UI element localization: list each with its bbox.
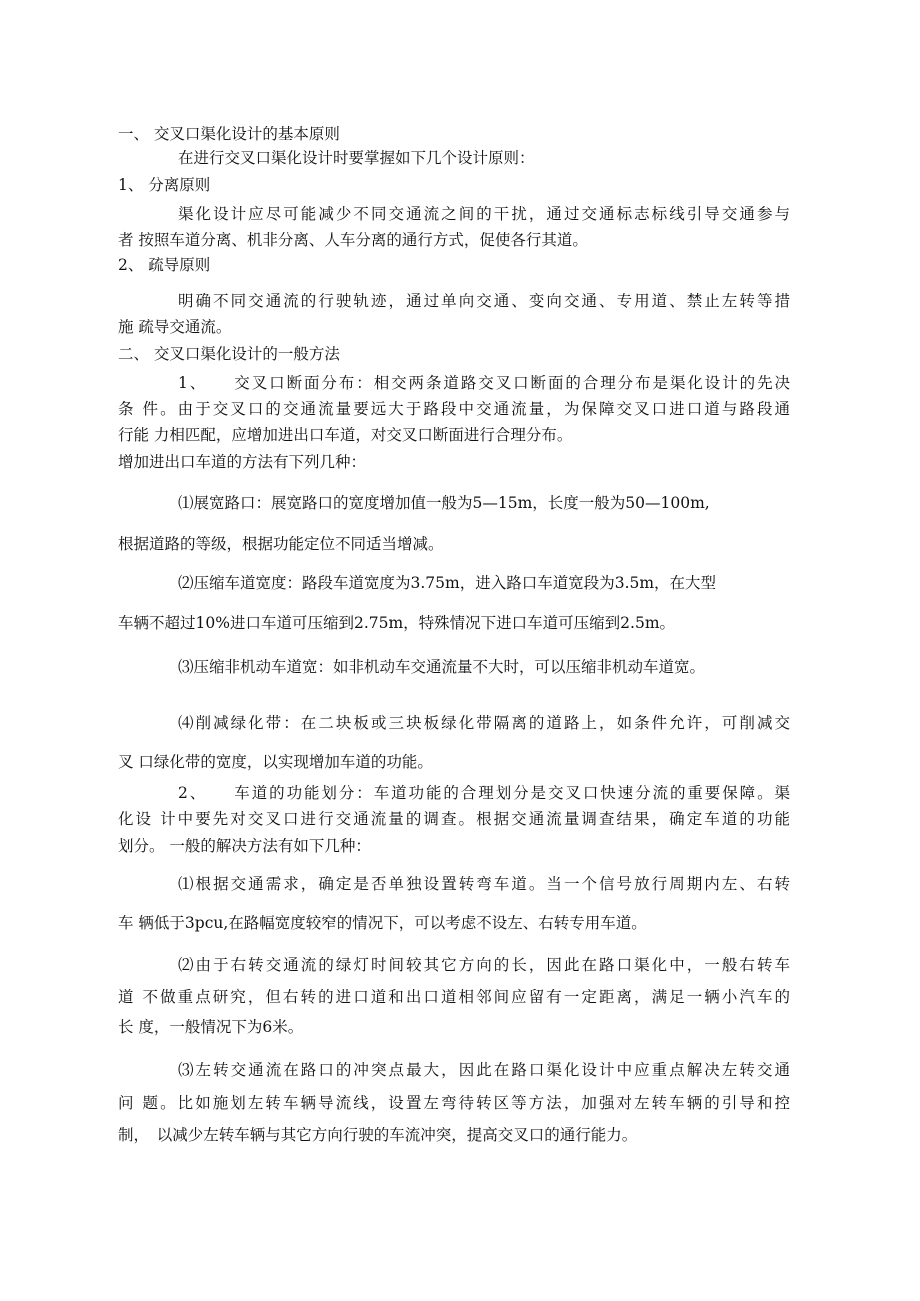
principle-2-line-2: 施 疏导交通流。 xyxy=(118,318,232,336)
method-1-line-1: 1、 交叉口断面分布：相交两条道路交叉口断面的合理分布是渠化设计的先决 xyxy=(178,374,790,392)
item-b2-line-1: ⑵由于右转交通流的绿灯时间较其它方向的长，因此在路口渠化中，一般右转车 xyxy=(178,956,790,974)
principle-1-line-1: 渠化设计应尽可能减少不同交通流之间的干扰，通过交通标志标线引导交通参与 xyxy=(178,205,790,223)
item-a4-line-1: ⑷削减绿化带：在二块板或三块板绿化带隔离的道路上，如条件允许，可削减交 xyxy=(178,714,790,732)
principle-2-title: 2、 疏导原则 xyxy=(118,256,211,274)
item-a2-line-1: ⑵压缩车道宽度：路段车道宽度为3.75m，进入路口车道宽段为3.5m，在大型 xyxy=(178,574,717,592)
item-b2-line-3: 长 度，一般情况下为6米。 xyxy=(118,1018,304,1036)
method-1-line-4: 增加进出口车道的方法有下列几种： xyxy=(118,453,367,471)
item-a3-line-1: ⑶压缩非机动车道宽：如非机动车交通流量不大时，可以压缩非机动车道宽。 xyxy=(178,658,706,676)
principle-2-line-1: 明确不同交通流的行驶轨迹，通过单向交通、变向交通、专用道、禁止左转等措 xyxy=(178,292,790,310)
principle-1-line-2: 者 按照车道分离、机非分离、人车分离的通行方式，促使各行其道。 xyxy=(118,231,588,249)
item-b2-line-2: 道 不做重点研究，但右转的进口道和出口道相邻间应留有一定距离，满足一辆小汽车的 xyxy=(118,988,790,1006)
section-heading-2: 二、 交叉口渠化设计的一般方法 xyxy=(118,345,340,363)
item-b1-line-1: ⑴根据交通需求，确定是否单独设置转弯车道。当一个信号放行周期内左、右转 xyxy=(178,875,790,893)
intro-line: 在进行交叉口渠化设计时要掌握如下几个设计原则： xyxy=(178,149,535,167)
method-2-line-1: 2、 车道的功能划分：车道功能的合理划分是交叉口快速分流的重要保障。渠 xyxy=(178,784,790,802)
item-b3-line-2: 问 题。比如施划左转车辆导流线，设置左弯待转区等方法，加强对左转车辆的引导和控 xyxy=(118,1094,790,1112)
method-1-line-2: 条 件。由于交叉口的交通流量要远大于路段中交通流量，为保障交叉口进口道与路段通 xyxy=(118,400,790,418)
item-a4-line-2: 叉 口绿化带的宽度，以实现增加车道的功能。 xyxy=(118,753,433,771)
item-b3-line-1: ⑶左转交通流在路口的冲突点最大，因此在路口渠化设计中应重点解决左转交通 xyxy=(178,1061,790,1079)
method-1-line-3: 行能 力相匹配，应增加进出口车道，对交叉口断面进行合理分布。 xyxy=(118,426,573,444)
item-a1-line-2: 根据道路的等级，根据功能定位不同适当增减。 xyxy=(118,535,444,553)
method-2-line-2: 化设 计中要先对交叉口进行交通流量的调查。根据交通流量调查结果，确定车道的功能 xyxy=(118,810,790,828)
section-heading-1: 一、 交叉口渠化设计的基本原则 xyxy=(118,125,340,143)
item-a1-line-1: ⑴展宽路口：展宽路口的宽度增加值一般为5—15m，长度一般为50—100m, xyxy=(178,494,710,512)
method-2-line-3: 划分。 一般的解决方法有如下几种： xyxy=(118,837,371,855)
item-b3-line-3: 制， 以减少左转车辆与其它方向行驶的车流冲突，提高交叉口的通行能力。 xyxy=(118,1126,638,1144)
item-b1-line-2: 车 辆低于3pcu,在路幅宽度较窄的情况下，可以考虑不设左、右转专用车道。 xyxy=(118,914,647,932)
principle-1-title: 1、 分离原则 xyxy=(118,176,211,194)
item-a2-line-2: 车辆不超过10%进口车道可压缩到2.75m，特殊情况下进口车道可压缩到2.5m。 xyxy=(118,614,676,632)
